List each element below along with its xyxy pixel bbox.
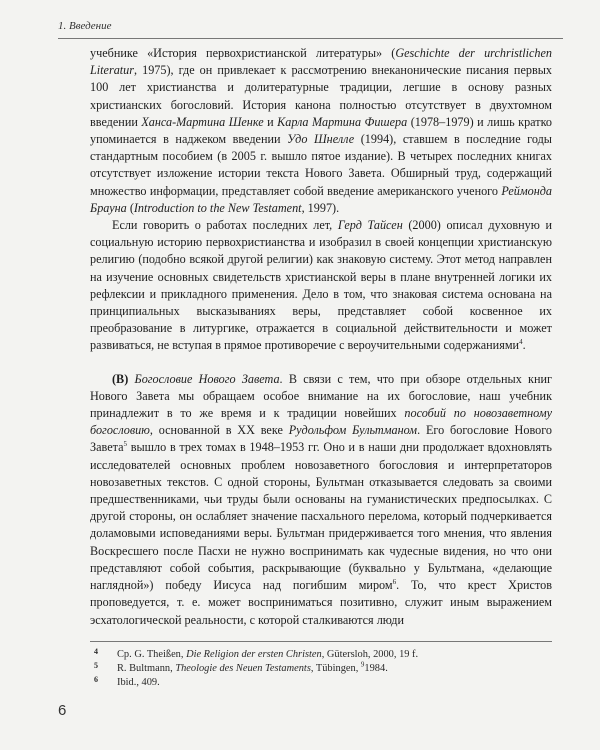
italic-span: Карла Мартина Фишера (277, 114, 408, 129)
footnote-text: Ср. G. Theißen, Die Religion der ersten Christen, Gütersloh, 2000, 19 f. (117, 649, 419, 660)
running-head: 1. Введение (58, 20, 112, 32)
italic-span: Introduction to the New Testament (133, 200, 302, 215)
page-number: 6 (58, 702, 67, 719)
italic-span: пособий по новозаветному богословию (90, 406, 553, 438)
paragraph-continued: учебнике «История первохристианской литературы» (Geschichte der urchristlichen Literatur, 1975), где он привлекает к рассмотрению внеканонические писания первых 100 лет христианства и долитературные традиции, легшие в основу разных христианских богословий. История канона полностью отсутствует в двухтомном введении Ханса-Мартина Шенке и Карла Мартина Фишера (1978–1979) и лишь кратко упоминается в наджеком введении Удо Шнелле (1994), ставшем в последние годы стандартным пособием (в 2005 г. вышло пятое издание). В четырех последних книгах отсутствует изложение истории текста Нового Завета. Обширный труд, содержащий множество информации, представляет собой введение американского ученого Реймонда Брауна (Introduction to the New Testament, 1997). (90, 46, 553, 215)
footnote-number: 6 (94, 675, 98, 684)
main-text (90, 45, 552, 629)
header-rule (58, 38, 563, 39)
footnotes (90, 648, 552, 690)
footnote-5 (90, 662, 552, 676)
footnote-ref: 4 (519, 338, 523, 347)
italic-span: Ханса-Мартина Шенке (141, 114, 264, 129)
footnote-text: Ibid., 409. (117, 677, 160, 688)
footnote-4 (90, 648, 552, 662)
italic-span: Die Religion der ersten Christen (186, 649, 322, 660)
section-label: (B) (112, 371, 129, 386)
italic-span: Удо Шнелле (287, 132, 355, 147)
footnote-number: 4 (94, 647, 98, 656)
italic-span: Герд Тайсен (337, 218, 403, 233)
footnote-number: 5 (94, 661, 98, 670)
italic-span: Рудольфом Бультманом (288, 423, 418, 438)
paragraph-theissen: Если говорить о работах последних лет, Герд Тайсен (2000) описал духовную и социальную историю первохристианства и изобразил в своей концепции христианскую религию (подобно всякой другой религии) как знаковую систему. Этот метод направлен на изучение основных свидетельств христианской веры в плане внутренней логики их рефлексии и прикладного применения. Дело в том, что знаковая система основана на принципиальных высказываниях веры, представляет собой косвенное их преобразование в литургике, отражается в социальной действительности и может развиваться, не вступая в прямое противоречие с вероучительными содержаниями$^4$. (90, 218, 552, 353)
footnote-6 (90, 676, 552, 690)
italic-span: Theologie des Neuen Testaments (175, 663, 311, 674)
italic-span: Богословие Нового Завета (134, 371, 280, 386)
footnote-ref: 5 (123, 440, 127, 449)
italic-span: Geschichte der urchristlichen Literatur (90, 46, 553, 78)
footnote-rule (90, 641, 552, 642)
italic-span: Реймонда Брауна (90, 183, 552, 215)
footnote-ref: 9 (360, 660, 365, 669)
paragraph-section-b: (B) Богословие Нового Завета. В связи с тем, что при обзоре отдельных книг Нового Завета мы обращаем особое внимание на их богословие, наш учебник принадлежит в то же время и к традиции новейших пособий по новозаветному богословию, основанной в XX веке Рудольфом Бультманом. Его богословие Нового Завета$^5$ вышло в трех томах в 1948–1953 гг. Оно и в наши дни продолжает вдохновлять исследователей основных проблем новозаветного богословия и интерпретаторов новозаветных текстов. С одной стороны, Бультман отказывается следовать за своими предшественниками, чьи труды были основаны на гуманистических предпосылках. С другой стороны, он ослабляет значение пасхального перелома, который подчеркивается доламовыми исповеданиями веры. Бультман придерживается того мнения, что явления Воскресшего после Пасхи не нужно воспринимать как чудесные видения, но что они представляют собой события, раскрывающие (буквально у Бультмана, «делающие наглядной») победу Иисуса над погибшим миром$^6$. То, что крест Христов проповедуется, т. е. может восприниматься позитивно, служит иным выражением эсхатологической реальности, с которой сталкиваются люди (90, 371, 553, 627)
footnote-text: R. Bultmann, Theologie des Neuen Testaments, Tübingen, $^9$1984. (117, 660, 388, 674)
footnote-ref: 6 (392, 578, 397, 587)
